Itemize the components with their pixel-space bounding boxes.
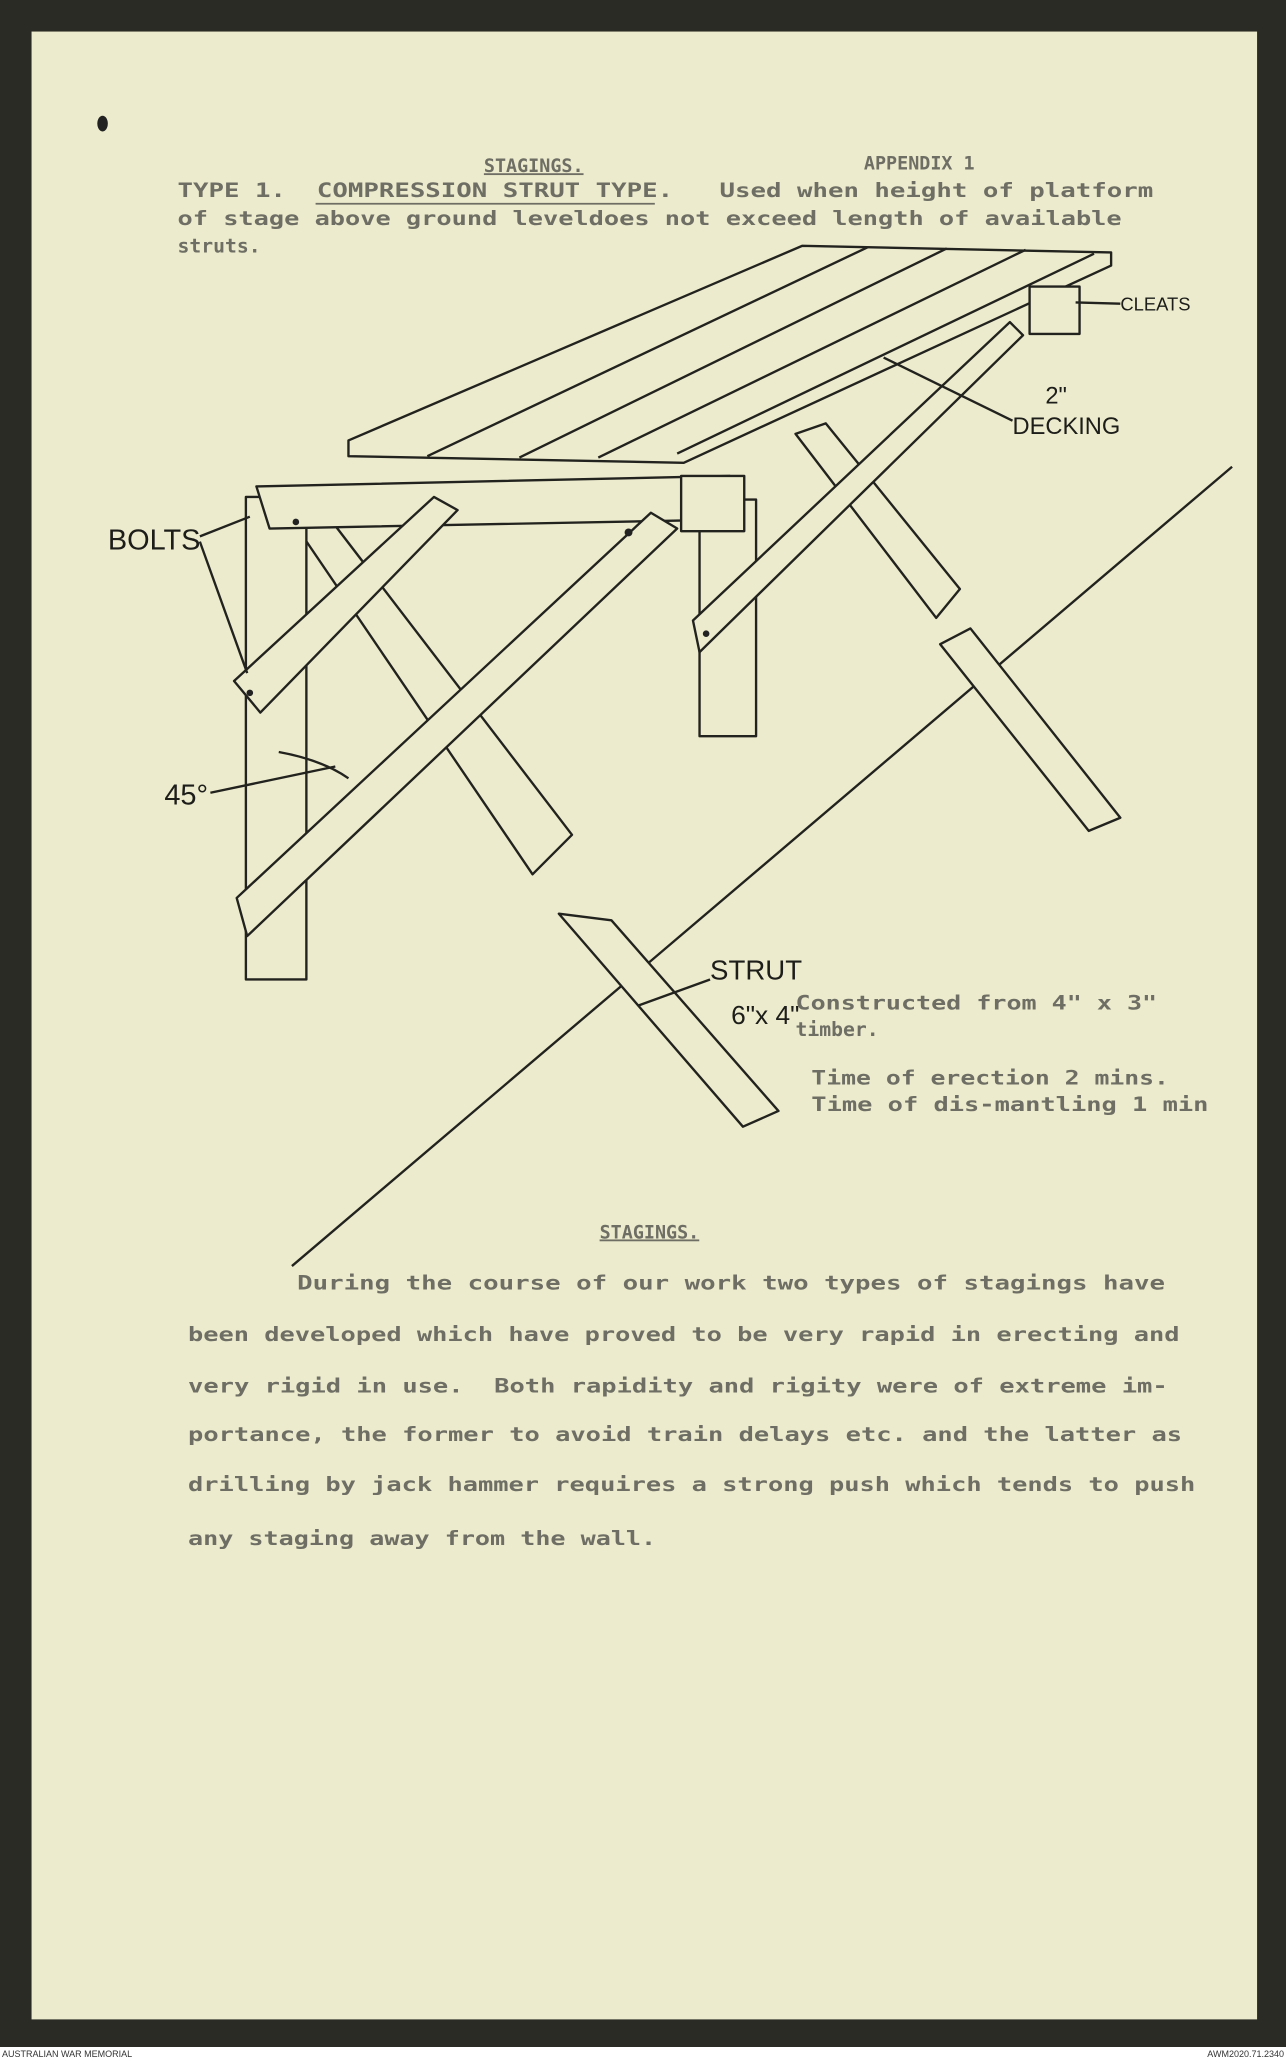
intro-line: struts. (177, 234, 261, 258)
label-decking-size: 2" (1045, 383, 1067, 410)
footer-source: AUSTRALIAN WAR MEMORIAL (2, 2049, 133, 2059)
note-line: Time of dis-mantling 1 min (811, 1092, 1209, 1116)
note-line: timber. (795, 1017, 879, 1041)
label-strut: STRUT (710, 954, 803, 986)
appendix-label: APPENDIX 1 (863, 153, 975, 175)
intro-line: TYPE 1. COMPRESSION STRUT TYPE. Used when height of platform (177, 179, 1154, 203)
body-line: During the course of our work two types of stagings have (297, 1271, 1166, 1295)
section-heading: STAGINGS. (599, 1222, 700, 1244)
body-line: drilling by jack hammer requires a strong push which tends to push (188, 1472, 1196, 1496)
label-cleats: CLEATS (1120, 293, 1191, 315)
footer (0, 2047, 1286, 2061)
label-angle: 45° (164, 779, 209, 812)
body-line: portance, the former to avoid train delays etc. and the latter as (188, 1422, 1183, 1446)
intro-line: of stage above ground leveldoes not exceed length of available (177, 206, 1122, 230)
label-bolts: BOLTS (107, 524, 201, 557)
footer-accession-number: AWM2020.71.2340 (1207, 2049, 1284, 2059)
body-line: been developed which have proved to be very rapid in erecting and (188, 1323, 1180, 1347)
heading: STAGINGS. (483, 156, 584, 178)
note-line: Constructed from 4" x 3" (795, 991, 1158, 1015)
ink-spot (97, 116, 108, 132)
label-decking: DECKING (1012, 413, 1121, 440)
note-line: Time of erection 2 mins. (811, 1066, 1169, 1090)
label-strut-size: 6"x 4" (731, 1000, 800, 1031)
body-line: any staging away from the wall. (188, 1526, 657, 1550)
body-line: very rigid in use. Both rapidity and rigity were of extreme im- (188, 1374, 1168, 1398)
